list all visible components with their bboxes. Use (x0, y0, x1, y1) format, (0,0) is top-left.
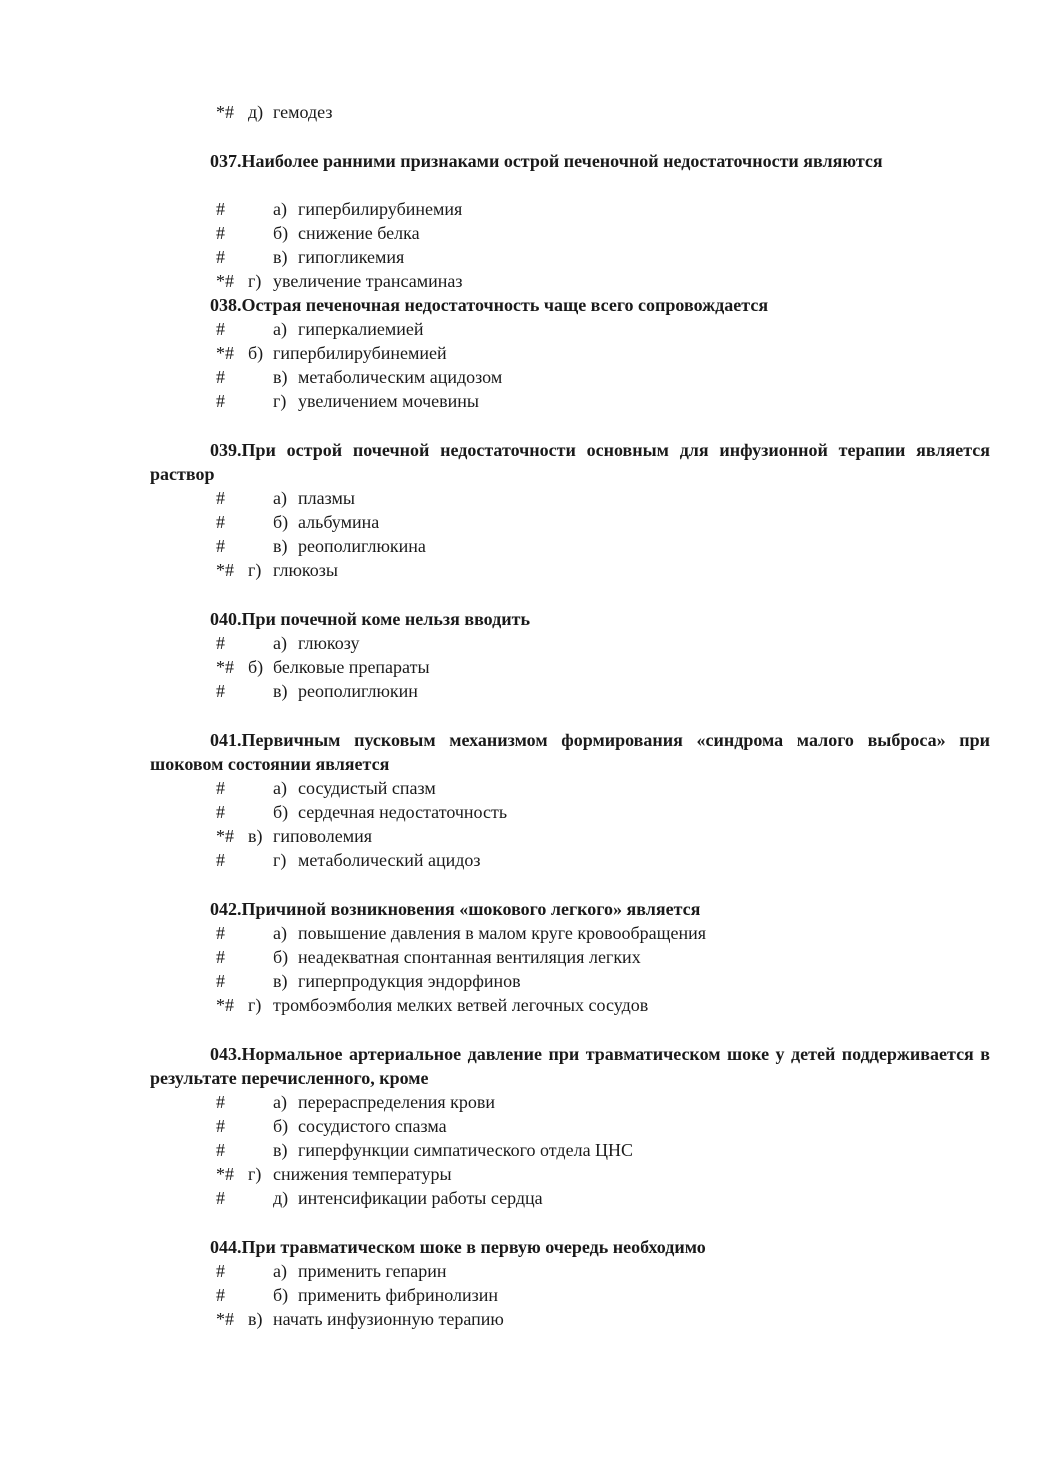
correct-answer-marker: *# (216, 1309, 234, 1329)
option-text: гипербилирубинемия (298, 199, 463, 219)
correct-answer-marker: *# (216, 271, 234, 291)
question-title: 038.Острая печеночная недостаточность чаще всего сопровождается (210, 295, 769, 315)
option-letter: б) (273, 223, 289, 243)
option-text: белковые препараты (273, 657, 430, 677)
option-text: глюкозы (273, 560, 338, 580)
answer-marker: # (216, 923, 225, 943)
answer-marker: # (216, 536, 225, 556)
option-letter: в) (273, 247, 288, 267)
option-letter: в) (273, 1140, 288, 1160)
option-letter: в) (248, 1309, 263, 1329)
option-letter: а) (273, 778, 287, 798)
answer-marker: # (216, 1285, 225, 1305)
answer-marker: # (216, 947, 225, 967)
correct-answer-marker: *# (216, 343, 234, 363)
option-text: глюкозу (298, 633, 360, 653)
option-letter: а) (273, 488, 287, 508)
option-text: начать инфузионную терапию (273, 1309, 504, 1329)
option-text: метаболическим ацидозом (298, 367, 503, 387)
answer-marker: # (216, 512, 225, 532)
answer-marker: # (216, 1092, 225, 1112)
question-title: 044.При травматическом шоке в первую очередь необходимо (210, 1237, 706, 1257)
option-text: реополиглюкина (298, 536, 426, 556)
answer-marker: # (216, 319, 225, 339)
option-letter: г) (248, 1164, 262, 1184)
question-title: 042.Причиной возникновения «шокового легкого» является (210, 899, 701, 919)
option-letter: а) (273, 199, 287, 219)
answer-marker: # (216, 1261, 225, 1281)
correct-answer-marker: *# (216, 1164, 234, 1184)
option-text: сосудистый спазм (298, 778, 436, 798)
correct-answer-marker: *# (216, 826, 234, 846)
answer-marker: # (216, 367, 225, 387)
answer-marker: *# (216, 102, 234, 122)
answer-marker: # (216, 247, 225, 267)
answer-marker: # (216, 1188, 225, 1208)
correct-answer-marker: *# (216, 995, 234, 1015)
option-text: увеличением мочевины (298, 391, 480, 411)
answer-marker: # (216, 633, 225, 653)
answer-marker: # (216, 488, 225, 508)
option-text: перераспределения крови (298, 1092, 496, 1112)
answer-marker: # (216, 850, 225, 870)
option-letter: а) (273, 633, 287, 653)
answer-marker: # (216, 391, 225, 411)
option-letter: г) (273, 391, 287, 411)
option-letter: б) (248, 657, 264, 677)
option-letter: а) (273, 319, 287, 339)
option-text: плазмы (298, 488, 355, 508)
question-title: 040.При почечной коме нельзя вводить (210, 609, 531, 629)
option-letter: в) (273, 536, 288, 556)
option-text: неадекватная спонтанная вентиляция легких (298, 947, 641, 967)
option-letter: б) (248, 343, 264, 363)
option-letter: б) (273, 947, 289, 967)
option-text: реополиглюкин (298, 681, 418, 701)
option-text: гемодез (273, 102, 333, 122)
question-title: 043.Нормальное артериальное давление при травматическом шоке у детей поддерживается в результате перечисленного, кроме (150, 1044, 990, 1088)
answer-marker: # (216, 1140, 225, 1160)
question-title: 041.Первичным пусковым механизмом формирования «синдрома малого выброса» при шоковом состоянии является (150, 730, 990, 774)
question-title: 039.При острой почечной недостаточности основным для инфузионной терапии является раствор (150, 440, 990, 484)
option-text: сердечная недостаточность (298, 802, 508, 822)
option-letter: б) (273, 1116, 289, 1136)
answer-marker: # (216, 971, 225, 991)
option-letter: г) (248, 995, 262, 1015)
option-text: применить гепарин (298, 1261, 447, 1281)
correct-answer-marker: *# (216, 657, 234, 677)
option-text: гиперпродукция эндорфинов (298, 971, 521, 991)
option-text: сосудистого спазма (298, 1116, 447, 1136)
option-letter: в) (248, 826, 263, 846)
option-letter: б) (273, 802, 289, 822)
option-text: альбумина (298, 512, 380, 532)
option-text: тромбоэмболия мелких ветвей легочных сосудов (273, 995, 649, 1015)
option-letter: в) (273, 971, 288, 991)
answer-marker: # (216, 681, 225, 701)
option-text: интенсификации работы сердца (298, 1188, 543, 1208)
option-letter: а) (273, 1261, 287, 1281)
option-letter: г) (248, 271, 262, 291)
option-text: гиповолемия (273, 826, 373, 846)
option-text: применить фибринолизин (298, 1285, 498, 1305)
option-text: метаболический ацидоз (298, 850, 481, 870)
answer-marker: # (216, 199, 225, 219)
option-letter: а) (273, 1092, 287, 1112)
option-text: снижения температуры (273, 1164, 452, 1184)
option-text: гипогликемия (298, 247, 405, 267)
question-title: 037.Наиболее ранними признаками острой печеночной недостаточности являются (210, 151, 883, 171)
option-letter: д) (273, 1188, 289, 1208)
option-text: гиперкалиемией (298, 319, 424, 339)
option-letter: б) (273, 1285, 289, 1305)
option-text: повышение давления в малом круге кровообращения (298, 923, 707, 943)
option-text: снижение белка (298, 223, 420, 243)
answer-marker: # (216, 1116, 225, 1136)
option-letter: в) (273, 367, 288, 387)
option-letter: д) (248, 102, 264, 122)
option-letter: в) (273, 681, 288, 701)
answer-marker: # (216, 778, 225, 798)
option-text: гипербилирубинемией (273, 343, 447, 363)
option-letter: г) (273, 850, 287, 870)
correct-answer-marker: *# (216, 560, 234, 580)
option-text: увеличение трансаминаз (273, 271, 463, 291)
answer-marker: # (216, 802, 225, 822)
option-letter: г) (248, 560, 262, 580)
option-letter: а) (273, 923, 287, 943)
option-text: гиперфункции симпатического отдела ЦНС (298, 1140, 634, 1160)
answer-marker: # (216, 223, 225, 243)
option-letter: б) (273, 512, 289, 532)
